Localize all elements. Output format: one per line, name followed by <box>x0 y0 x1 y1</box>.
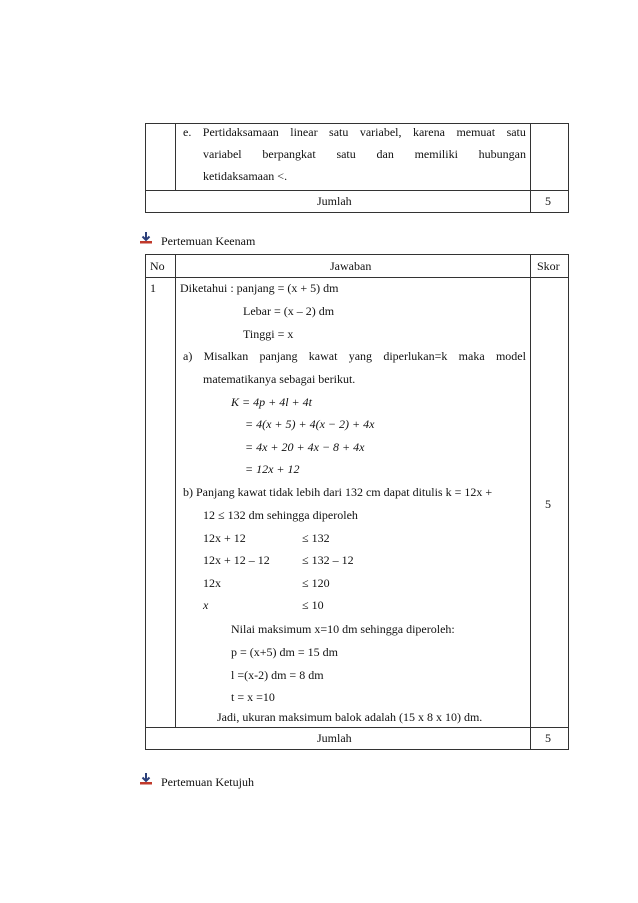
section-title: Pertemuan Ketujuh <box>161 775 254 789</box>
known-height: Tinggi = x <box>243 327 294 341</box>
item-e-line-2: variabel berpangkat satu dan memiliki hubungan <box>203 147 526 161</box>
conclusion: Jadi, ukuran maksimum balok adalah (15 x 8 x 10) dm. <box>217 710 483 724</box>
known-length: Diketahui : panjang = (x + 5) dm <box>180 281 339 295</box>
row-number: 1 <box>150 281 156 295</box>
equation-2: = 4(x + 5) + 4(x − 2) + 4x <box>245 417 375 431</box>
section-title: Pertemuan Keenam <box>161 234 256 248</box>
part-b-line-2: 12 ≤ 132 dm sehingga diperoleh <box>203 508 358 522</box>
inequality-1-right: ≤ 132 <box>302 531 330 545</box>
total-value-1: 5 <box>545 194 551 208</box>
inequality-2-right: ≤ 132 – 12 <box>302 553 354 567</box>
result-t: t = x =10 <box>231 690 275 704</box>
equation-3: = 4x + 20 + 4x − 8 + 4x <box>245 440 365 454</box>
item-e-line-3: ketidaksamaan <. <box>203 169 288 183</box>
total-label-2: Jumlah <box>317 731 352 745</box>
total-label-1: Jumlah <box>317 194 352 208</box>
arrow-bullet-icon <box>140 773 152 785</box>
header-score: Skor <box>537 259 560 273</box>
part-a-line-1: a) Misalkan panjang kawat yang diperlukan=k maka model <box>183 349 526 363</box>
inequality-4-left: x <box>203 598 209 612</box>
inequality-3-left: 12x <box>203 576 221 590</box>
inequality-4-right: ≤ 10 <box>302 598 324 612</box>
inequality-3-right: ≤ 120 <box>302 576 330 590</box>
header-answer: Jawaban <box>330 259 372 273</box>
total-value-2: 5 <box>545 731 551 745</box>
part-a-line-2: matematikanya sebagai berikut. <box>203 372 356 386</box>
equation-4: = 12x + 12 <box>245 462 300 476</box>
known-width: Lebar = (x – 2) dm <box>243 304 335 318</box>
inequality-1-left: 12x + 12 <box>203 531 246 545</box>
row-score: 5 <box>545 497 551 511</box>
result-l: l =(x-2) dm = 8 dm <box>231 668 324 682</box>
item-e-line-1: e. Pertidaksamaan linear satu variabel, karena memuat satu <box>183 125 526 139</box>
result-p: p = (x+5) dm = 15 dm <box>231 645 338 659</box>
max-value-text: Nilai maksimum x=10 dm sehingga diperoleh: <box>231 622 455 636</box>
equation-1: K = 4p + 4l + 4t <box>231 395 312 409</box>
arrow-bullet-icon <box>140 232 152 244</box>
part-b-line-1: b) Panjang kawat tidak lebih dari 132 cm dapat ditulis k = 12x + <box>183 485 493 499</box>
header-no: No <box>150 259 165 273</box>
inequality-2-left: 12x + 12 – 12 <box>203 553 270 567</box>
